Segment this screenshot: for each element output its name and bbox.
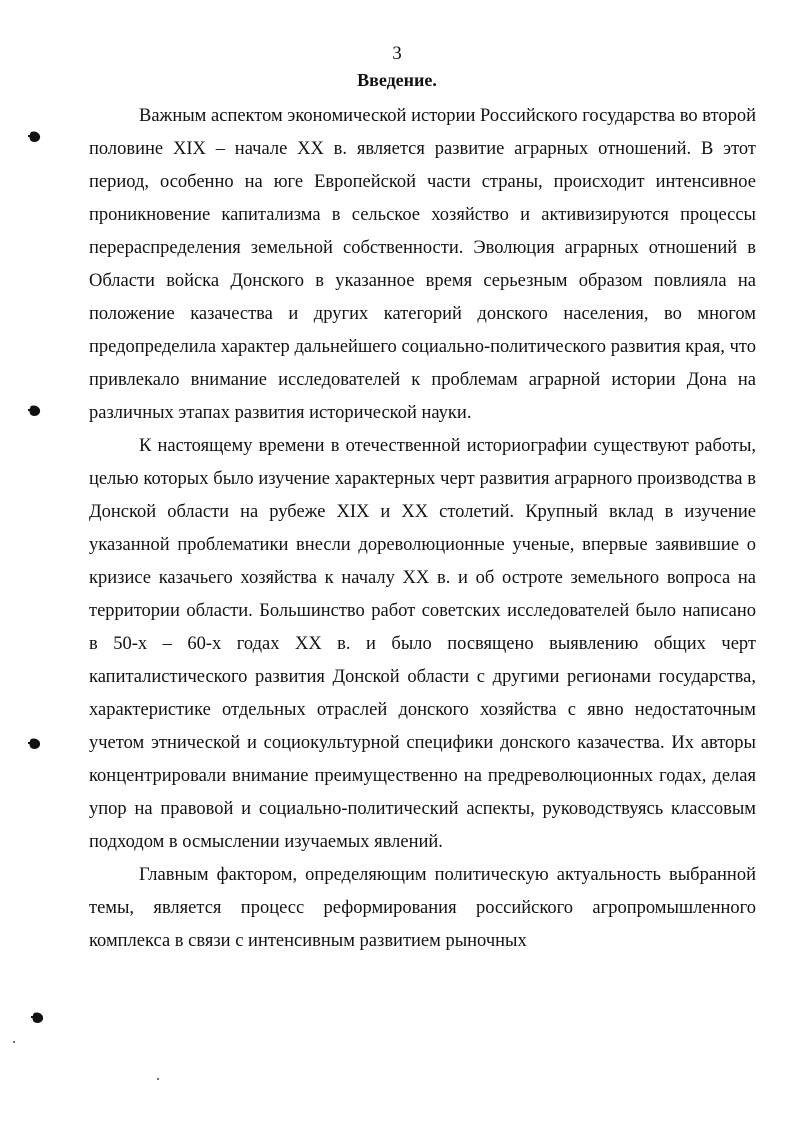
- paragraph-2: К настоящему времени в отечественной историографии существуют работы, целью которых было изучение характерных черт развития аграрного производства в Донской области на рубеже XIX и XX столетий. Крупный вклад в изучение указанной проблематики внесли дореволюционные ученые, впервые заявившие о кризисе казачьего хозяйства к началу XX в. и об остроте земельного вопроса на территории области. Большинство работ советских исследователей было написано в 50-х – 60-х годах XX в. и было посвящено выявлению общих черт капиталистического развития Донской области с другими регионами государства, характеристике отдельных отраслей донского хозяйства с явно недостаточным учетом этнической и социокультурной специфики донского казачества. Их авторы концентрировали внимание преимущественно на предреволюционных годах, делая упор на правовой и социально-политический аспекты, руководствуясь классовым подходом в осмыслении изучаемых явлений.: [89, 436, 756, 852]
- scan-speck: [157, 1078, 159, 1080]
- binding-hole-mark-icon: [28, 737, 42, 751]
- binding-hole-mark-icon: [28, 404, 42, 418]
- section-heading: Введение.: [357, 70, 437, 90]
- page-number: 3: [392, 43, 402, 64]
- binding-hole-mark-icon: [28, 130, 42, 144]
- scan-speck: [13, 1041, 15, 1043]
- body-text: [89, 100, 756, 958]
- binding-hole-mark-icon: [31, 1011, 45, 1025]
- paragraph-3: Главным фактором, определяющим политическую актуальность выбранной темы, является процесс реформирования российского агропромышленного комплекса в связи с интенсивным развитием рыночных: [89, 865, 756, 951]
- paragraph-1: Важным аспектом экономической истории Российского государства во второй половине XIX – начале XX в. является развитие аграрных отношений. В этот период, особенно на юге Европейской части страны, происходит интенсивное проникновение капитализма в сельское хозяйство и активизируются процессы перераспределения земельной собственности. Эволюция аграрных отношений в Области войска Донского в указанное время серьезным образом повлияла на положение казачества и других категорий донского населения, во многом предопределила характер дальнейшего социально-политического развития края, что привлекало внимание исследователей к проблемам аграрной истории Дона на различных этапах развития исторической науки.: [89, 106, 756, 423]
